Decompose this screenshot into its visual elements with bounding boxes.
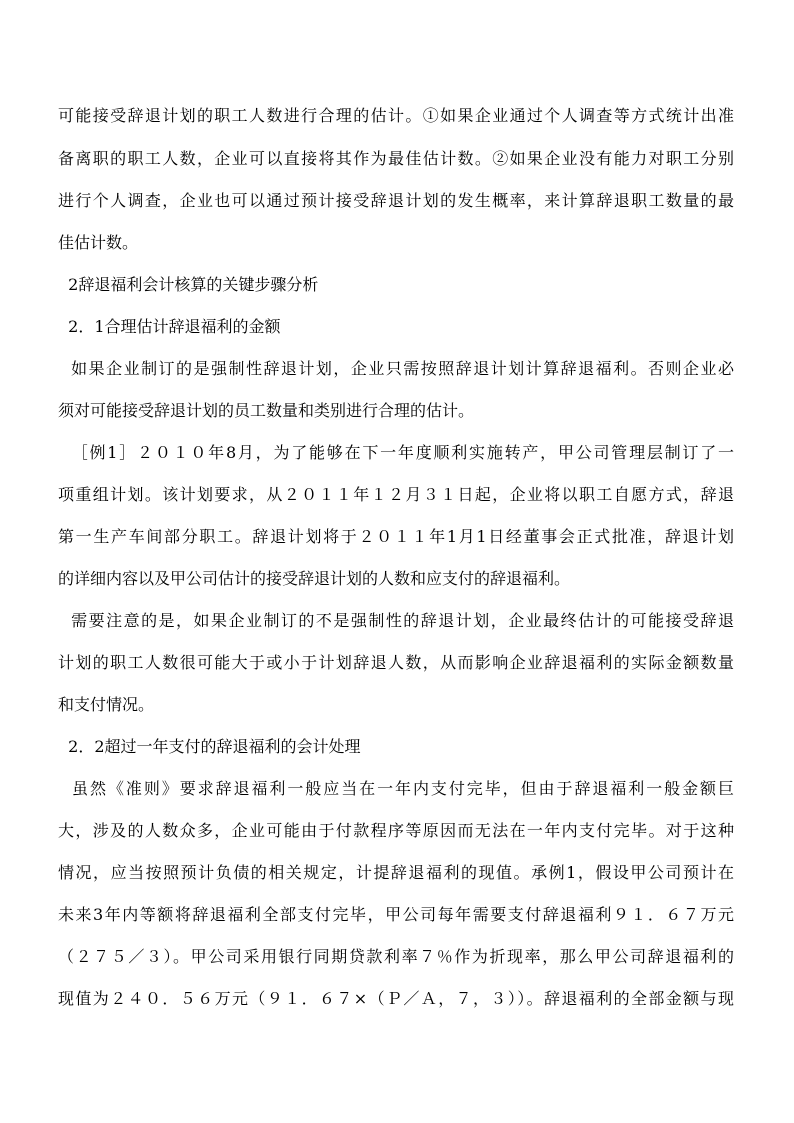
paragraph-line: 未来3年内等额将辞退福利全部支付完毕，甲公司每年需要支付辞退福利９１．６７万元 [58, 905, 734, 924]
paragraph-line: 第一生产车间部分职工。辞退计划将于２０１１年1月1日经董事会正式批准，辞退计划 [58, 527, 734, 546]
subsection-heading: 2．1合理估计辞退福利的金额 [58, 317, 281, 336]
paragraph-line: 可能接受辞退计划的职工人数进行合理的估计。①如果企业通过个人调查等方式统计出准 [58, 106, 734, 125]
paragraph-line: 须对可能接受辞退计划的员工数量和类别进行合理的估计。 [58, 401, 475, 420]
paragraph-line: 计划的职工人数很可能大于或小于计划辞退人数，从而影响企业辞退福利的实际金额数量 [58, 653, 734, 672]
paragraph-line: 现值为２４０．５６万元（９１．６７×（Ｐ／Ａ，７，３））。辞退福利的全部金额与现 [58, 989, 734, 1008]
paragraph-line: ［例1］２０１０年8月，为了能够在下一年度顺利实施转产，甲公司管理层制订了一 [58, 443, 734, 462]
paragraph-line: 情况，应当按照预计负债的相关规定，计提辞退福利的现值。承例1，假设甲公司预计在 [58, 863, 734, 882]
paragraph-line: 和支付情况。 [58, 695, 155, 714]
paragraph-line: 进行个人调查，企业也可以通过预计接受辞退计划的发生概率，来计算辞退职工数量的最 [58, 191, 734, 210]
paragraph-line: 项重组计划。该计划要求，从２０１１年１２月３１日起，企业将以职工自愿方式，辞退 [58, 485, 734, 504]
paragraph-line: 佳估计数。 [58, 233, 139, 252]
paragraph-line: 大，涉及的人数众多，企业可能由于付款程序等原因而无法在一年内支付完毕。对于这种 [58, 821, 734, 840]
paragraph-line: 如果企业制订的是强制性辞退计划，企业只需按照辞退计划计算辞退福利。否则企业必 [58, 359, 734, 378]
section-heading: 2辞退福利会计核算的关键步骤分析 [58, 275, 319, 294]
subsection-heading: 2．2超过一年支付的辞退福利的会计处理 [58, 737, 361, 756]
paragraph-line: 虽然《准则》要求辞退福利一般应当在一年内支付完毕，但由于辞退福利一般金额巨 [58, 779, 734, 798]
paragraph-line: 备离职的职工人数，企业可以直接将其作为最佳估计数。②如果企业没有能力对职工分别 [58, 149, 734, 168]
paragraph-line: （２７５／３）。甲公司采用银行同期贷款利率７％作为折现率，那么甲公司辞退福利的 [58, 947, 734, 966]
paragraph-line: 需要注意的是，如果企业制订的不是强制性的辞退计划，企业最终估计的可能接受辞退 [58, 611, 734, 630]
paragraph-line: 的详细内容以及甲公司估计的接受辞退计划的人数和应支付的辞退福利。 [58, 569, 571, 588]
